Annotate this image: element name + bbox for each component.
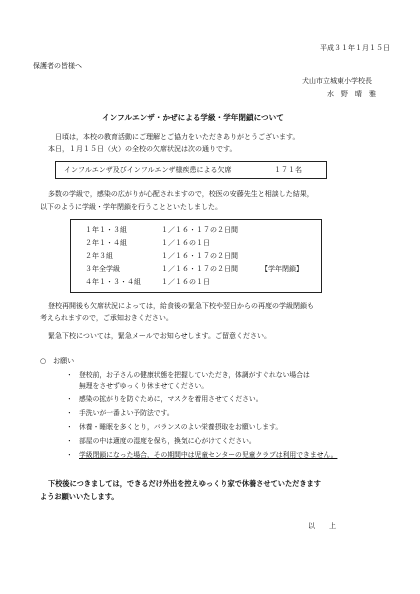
closure-class: ２年１・４組 [85, 239, 127, 247]
resume-line-2: 考えられますので，ご承知おきください。 [40, 314, 173, 322]
request-item-cont: 無理をさせずゆっくり休ませてください。 [79, 382, 209, 390]
bullet-icon: ・ [66, 409, 73, 417]
request-item: 部屋の中は適度の湿度を保ち，換気に心がけてください。 [79, 437, 256, 445]
closure-period: １／１６の１日 [161, 278, 210, 286]
closure-class: ４年１・３・４組 [85, 278, 141, 286]
closure-class: ３年全学級 [85, 265, 120, 273]
emergency-notice: 緊急下校については，緊急メールでお知らせします。ご留意ください。 [48, 332, 271, 340]
closure-class: １年１・３組 [85, 226, 127, 234]
closure-period: １／１６・１７の２日間 [161, 252, 238, 260]
bullet-icon: ・ [66, 423, 73, 431]
closure-intro-line-1: 多数の学級で，感染の広がりが心配されますので，校医の安藤先生と相談した結果， [48, 190, 314, 198]
absence-count: １７１名 [274, 166, 302, 174]
closure-table [70, 219, 322, 293]
request-item: 登校前，お子さんの健康状態を把握していただき，体調がすぐれない場合は [79, 371, 310, 379]
closure-period: １／１６・１７の２日間 [161, 265, 238, 273]
request-item: 感染の拡がりを防ぐために，マスクを着用させてください。 [79, 395, 263, 403]
absence-box [55, 161, 327, 179]
recipient-line: 保護者の皆様へ [33, 62, 82, 70]
closing-line-2: ようお願いいたします。 [40, 492, 119, 501]
page-title: インフルエンザ・かぜによる学級・学年閉鎖について [102, 113, 284, 122]
resume-line-1: 登校再開後も欠席状況によっては，給食後の緊急下校や翌日からの再度の学級閉鎖も [48, 302, 314, 310]
request-item: 手洗いが一番よい予防法です。 [79, 409, 174, 417]
grade-closure-note: 【学年閉鎖】 [261, 265, 303, 273]
closure-period: １／１６・１７の２日間 [161, 226, 238, 234]
absence-label: インフルエンザ及びインフルエンザ様疾患による欠席 [64, 166, 232, 174]
intro-line-1: 日頃は，本校の教育活動にご理解とご協力をいただきありがとうございます。 [55, 133, 300, 141]
closure-period: １／１６の１日 [161, 239, 210, 247]
bullet-icon: ・ [66, 395, 73, 403]
principal-name: 水 野 晴 雅 [327, 90, 376, 98]
school-name: 犬山市立城東小学校長 [302, 77, 372, 85]
request-item-underlined: 学級閉鎖になった場合，その期間中は児童センターの児童クラブは利用できません。 [79, 451, 338, 459]
request-item: 休養・睡眠を多くとり，バランスのよい栄養摂取をお願いします。 [79, 423, 283, 431]
end-mark: 以 上 [308, 522, 336, 530]
bullet-icon: ・ [66, 371, 73, 379]
closure-intro-line-2: 以下のように学級・学年閉鎖を行うことといたしました。 [40, 203, 222, 211]
closure-class: ２年３組 [85, 252, 113, 260]
bullet-icon: ・ [66, 437, 73, 445]
closing-line-1: 下校後につきましては，できるだけ外出を控えゆっくり家で休養させていただきます [48, 479, 321, 488]
requests-heading: ○ お願い [40, 357, 75, 365]
date-line: 平成３１年１月１５日 [320, 44, 390, 52]
bullet-icon: ・ [66, 451, 73, 459]
intro-line-2: 本日，１月１５日（火）の全校の欠席状況は次の通りです。 [48, 145, 237, 153]
